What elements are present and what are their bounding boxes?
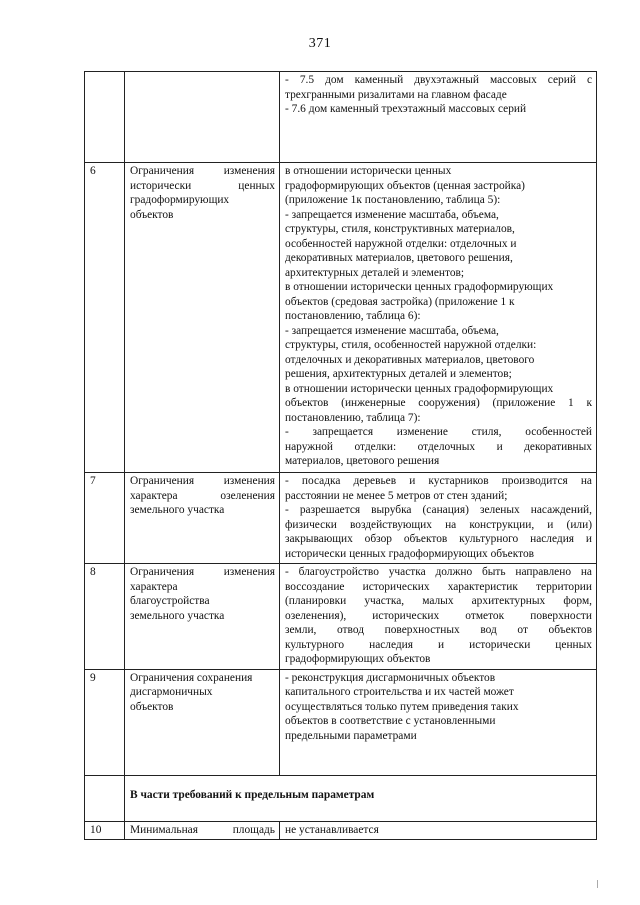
restriction-name-line: градоформирующих xyxy=(130,194,230,206)
restriction-text-line: - запрещается изменение масштаба, объема, xyxy=(285,324,499,337)
restriction-text-line: - благоустройство участка должно быть направлено на xyxy=(285,566,592,578)
restriction-text-line: в отношении исторически ценных градоформирующих xyxy=(285,382,554,395)
restriction-name-line: Ограничения изменения xyxy=(130,566,275,578)
restriction-name-line: объектов xyxy=(130,208,174,221)
restriction-description-cell xyxy=(280,72,597,163)
restriction-text-line: постановлению, таблица 7): xyxy=(285,411,421,424)
restriction-text-line: - 7.5 дом каменный двухэтажный массовых серий с xyxy=(285,74,592,86)
row-number-cell: 6 xyxy=(85,163,125,473)
row-number-cell: 8 xyxy=(85,564,125,670)
section-title: В части требований к предельным параметрам xyxy=(125,775,597,821)
section-row xyxy=(85,775,597,821)
restriction-name-line: благоустройства xyxy=(130,595,210,607)
restriction-name-line: характера xyxy=(130,580,178,593)
restriction-text-line: отделочных и декоративных материалов, цветового xyxy=(285,353,535,366)
restrictions-table xyxy=(84,71,597,840)
page-number: 371 xyxy=(308,36,332,51)
table-row xyxy=(85,72,597,163)
restriction-name-cell xyxy=(125,72,280,163)
restriction-text-line: объектов в соответствие с установленными xyxy=(285,715,496,727)
restriction-text-line: воссоздание исторических характеристик территории xyxy=(285,580,592,593)
restriction-text-line: в отношении исторически ценных градоформирующих xyxy=(285,281,554,293)
restriction-text-line: объектов (инженерные сооружения) (приложение 1 к xyxy=(285,397,592,409)
restriction-description-cell xyxy=(280,564,597,670)
restriction-text-line: градоформирующих объектов xyxy=(285,653,431,665)
table-row xyxy=(85,163,597,473)
table-row xyxy=(85,473,597,564)
restriction-text-line: объектов (средовая застройка) (приложение 1 к xyxy=(285,295,515,308)
restriction-text-line: - разрешается вырубка (санация) зеленых насаждений, xyxy=(285,504,592,516)
restriction-name-cell xyxy=(125,564,280,670)
restriction-text-line: капитального строительства и их частей может xyxy=(285,686,514,698)
restriction-text-line: озеленения), исторических отметок поверхности xyxy=(285,609,592,622)
restriction-text-line: трехгранными ризалитами на главном фасаде xyxy=(285,88,507,101)
restriction-text-line: особенностей наружной отделки: отделочных и xyxy=(285,237,517,250)
restriction-name-line: земельного участка xyxy=(130,609,225,622)
restriction-name-line: Минимальная площадь xyxy=(130,823,275,836)
restriction-name-cell xyxy=(125,821,280,840)
restriction-text-line: - посадка деревьев и кустарников производится на xyxy=(285,475,592,487)
restriction-text-line: расстоянии не менее 5 метров от стен зданий; xyxy=(285,489,508,502)
restriction-text-line: (планировки участка, малых архитектурных форм, xyxy=(285,595,592,607)
restriction-text-line: культурного наследия и исторически ценных xyxy=(285,638,592,651)
restriction-text-line: - запрещается изменение масштаба, объема, xyxy=(285,208,499,221)
restriction-text-line: предельными параметрами xyxy=(285,729,417,742)
restriction-text-line: архитектурных деталей и элементов; xyxy=(285,266,465,279)
row-number-cell: 9 xyxy=(85,669,125,775)
restriction-text-line: структуры, стиля, особенностей наружной отделки: xyxy=(285,339,537,351)
restriction-text-line: исторически ценных градоформирующих объектов xyxy=(285,547,535,560)
restriction-text-line: - 7.6 дом каменный трехэтажный массовых серий xyxy=(285,103,527,115)
restriction-name-cell xyxy=(125,669,280,775)
restriction-description-cell xyxy=(280,669,597,775)
restriction-text-line: физически воздействующих на конструкции, и (или) xyxy=(285,518,592,531)
table-row xyxy=(85,564,597,670)
restriction-text-line: - запрещается изменение стиля, особенностей xyxy=(285,426,592,438)
restriction-name-line: земельного участка xyxy=(130,504,225,516)
restriction-description-cell xyxy=(280,473,597,564)
restriction-name-line: исторически ценных xyxy=(130,179,275,192)
restriction-text-line: решения, архитектурных деталей и элементов; xyxy=(285,368,512,380)
table-row xyxy=(85,669,597,775)
row-number-cell xyxy=(85,72,125,163)
restriction-text-line: наружной отделки: отделочных и декоративных xyxy=(285,440,592,453)
restriction-text-line: в отношении исторически ценных xyxy=(285,165,452,177)
restriction-text-line: материалов, цветового решения xyxy=(285,455,440,467)
restriction-text-line: закрывающих обзор объектов культурного наследия и xyxy=(285,533,592,545)
table-body xyxy=(85,72,597,840)
restriction-description-cell xyxy=(280,163,597,473)
row-number-cell xyxy=(85,775,125,821)
restriction-text-line: земли, отвод поверхностных вод от объектов xyxy=(285,624,592,636)
restriction-text-line: декоративных материалов, цветового решения, xyxy=(285,252,513,264)
restriction-text-line: (приложение 1к постановлению, таблица 5): xyxy=(285,194,501,206)
table-row xyxy=(85,821,597,840)
restriction-name-line: Ограничения изменения xyxy=(130,475,275,487)
restriction-name-cell xyxy=(125,473,280,564)
restriction-name-line: дисгармоничных xyxy=(130,686,213,698)
restriction-text-line: градоформирующих объектов (ценная застройка) xyxy=(285,179,525,192)
restriction-name-line: Ограничения изменения xyxy=(130,165,275,177)
restriction-name-line: объектов xyxy=(130,700,174,713)
row-number-cell: 10 xyxy=(85,821,125,840)
restriction-name-cell xyxy=(125,163,280,473)
restriction-text-line: осуществляться только путем приведения таких xyxy=(285,700,519,713)
restriction-text-line: структуры, стиля, конструктивных материалов, xyxy=(285,223,515,235)
scan-mark xyxy=(597,880,598,888)
restriction-text-line: - реконструкция дисгармоничных объектов xyxy=(285,671,496,684)
row-number-cell: 7 xyxy=(85,473,125,564)
restriction-name-line: характера озеленения xyxy=(130,489,275,502)
restriction-name-line: Ограничения сохранения xyxy=(130,671,253,684)
restriction-description-cell xyxy=(280,821,597,840)
restriction-text-line: не устанавливается xyxy=(285,823,379,836)
restriction-text-line: постановлению, таблица 6): xyxy=(285,310,421,322)
